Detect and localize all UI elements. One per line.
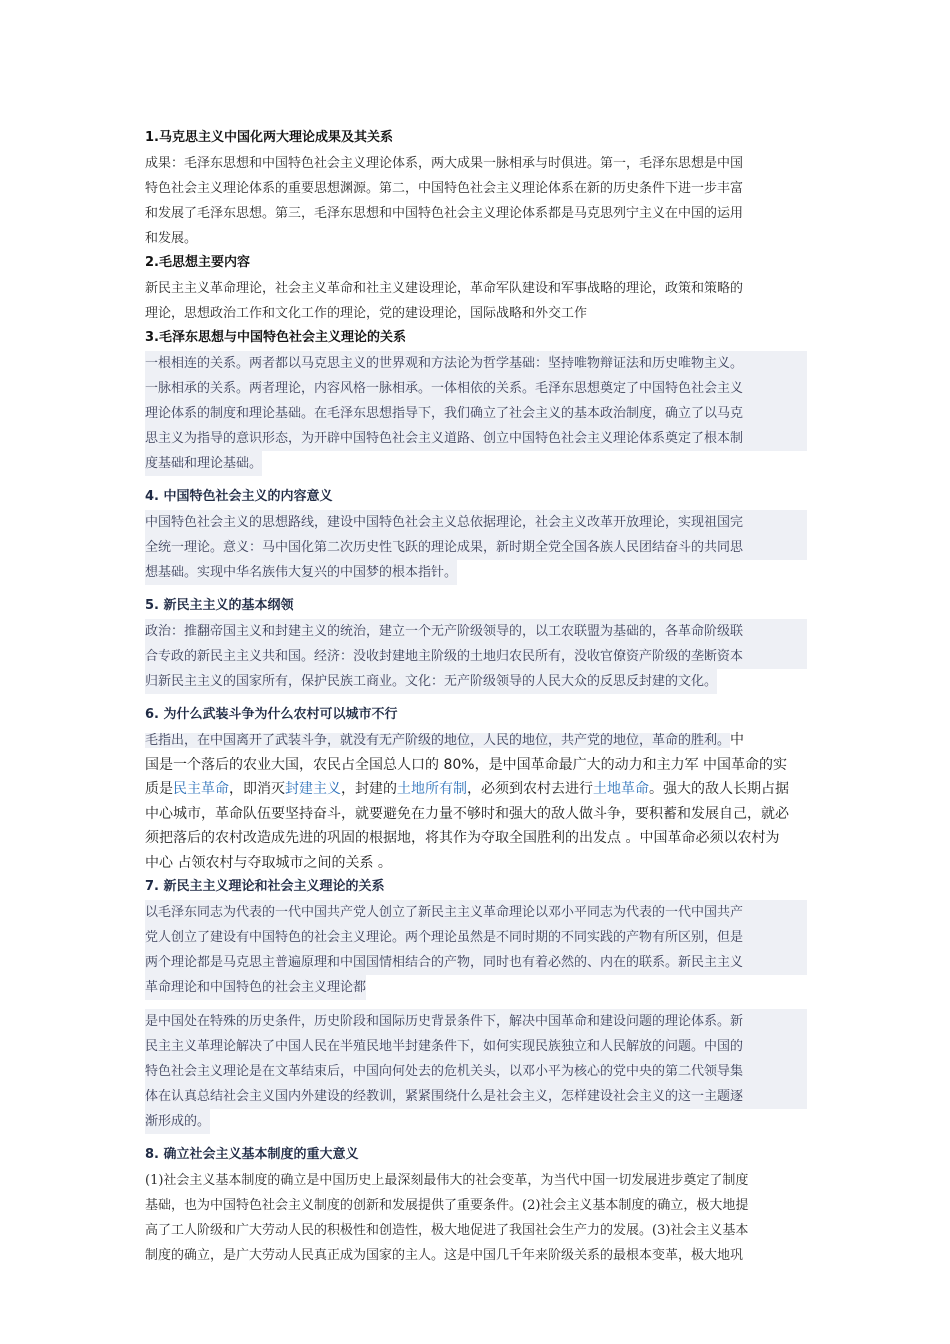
text-line: 新民主主义革命理论，社会主义革命和社主义建设理论，革命军队建设和军事战略的理论，政策和策略的 xyxy=(145,281,744,296)
text-line: 高了工人阶级和广大劳动人民的积极性和创造性，极大地促进了我国社会生产力的发展。(3)社会主义基本 xyxy=(145,1223,749,1238)
text-line: 两个理论都是马克思主普遍原理和中国国情相结合的产物，同时也有着必然的、内在的联系。新民主主义 xyxy=(145,950,807,975)
text-line: 一脉相承的关系。两者理论，内容风格一脉相承。一体相依的关系。毛泽东思想奠定了中国特色社会主义 xyxy=(145,376,807,401)
text-line: 一根相连的关系。两者都以马克思主义的世界观和方法论为哲学基础：坚持唯物辩证法和历史唯物主义。 xyxy=(145,351,807,376)
section-heading: 7. 新民主主义理论和社会主义理论的关系 xyxy=(145,879,385,894)
text-line xyxy=(145,777,807,802)
link-feudalism[interactable]: 封建主义 xyxy=(285,781,341,797)
document-page xyxy=(145,128,807,1270)
section-heading: 3.毛泽东思想与中国特色社会主义理论的关系 xyxy=(145,330,406,345)
section-paragraph xyxy=(145,510,807,594)
text-line: 革命理论和中国特色的社会主义理论都 xyxy=(145,975,366,1000)
text-line: 国是一个落后的农业大国，农民占全国总人口的 80%，是中国革命最广大的动力和主力军 中国革命的实 xyxy=(145,756,788,773)
text-line: 中心城市，革命队伍要坚持奋斗，就要避免在力量不够时和强大的敌人做斗争，要积蓄和发展自己，就必 xyxy=(145,805,789,822)
section-paragraph xyxy=(145,619,807,703)
section-paragraph xyxy=(145,728,807,875)
text-line: 合专政的新民主主义共和国。经济：没收封建地主阶级的土地归农民所有，没收官僚资产阶级的垄断资本 xyxy=(145,644,807,669)
text-fragment: 质是 xyxy=(145,781,173,797)
text-fragment: 中 xyxy=(730,732,745,748)
text-line: 制度的确立，是广大劳动人民真正成为国家的主人。这是中国几千年来阶级关系的最根本变革，极大地巩 xyxy=(145,1248,744,1263)
section-paragraph xyxy=(145,151,807,251)
text-line: 是中国处在特殊的历史条件，历史阶段和国际历史背景条件下，解决中国革命和建设问题的理论体系。新 xyxy=(145,1009,807,1034)
section-paragraph xyxy=(145,351,807,485)
text-line xyxy=(145,728,807,753)
section-heading: 1.马克思主义中国化两大理论成果及其关系 xyxy=(145,130,393,145)
text-fragment: 。强大的敌人长期占据 xyxy=(649,781,789,797)
section-heading: 8. 确立社会主义基本制度的重大意义 xyxy=(145,1147,359,1162)
text-line: 须把落后的农村改造成先进的巩固的根据地，将其作为夺取全国胜利的出发点 。中国革命必须以农村为 xyxy=(145,830,780,846)
text-line: 思主义为指导的意识形态，为开辟中国特色社会主义道路、创立中国特色社会主义理论体系奠定了根本制 xyxy=(145,426,807,451)
link-land-revolution[interactable]: 土地革命 xyxy=(593,781,649,797)
text-line: 理论体系的制度和理论基础。在毛泽东思想指导下，我们确立了社会主义的基本政治制度，确立了以马克 xyxy=(145,401,807,426)
section-heading: 2.毛思想主要内容 xyxy=(145,255,250,270)
text-line: 归新民主主义的国家所有，保护民族工商业。文化：无产阶级领导的人民大众的反思反封建的文化。 xyxy=(145,669,717,694)
section-heading: 6. 为什么武装斗争为什么农村可以城市不行 xyxy=(145,707,398,722)
text-line: 中心 占领农村与夺取城市之间的关系 。 xyxy=(145,854,392,871)
section-heading: 5. 新民主主义的基本纲领 xyxy=(145,598,294,613)
text-line: 全统一理论。意义：马中国化第二次历史性飞跃的理论成果，新时期全党全国各族人民团结奋斗的共同思 xyxy=(145,535,807,560)
text-line: 想基础。实现中华名族伟大复兴的中国梦的根本指针。 xyxy=(145,560,457,585)
text-line: 特色社会主义理论体系的重要思想渊源。第二，中国特色社会主义理论体系在新的历史条件下进一步丰富 xyxy=(145,181,744,196)
text-line: 民主主义革理论解决了中国人民在半殖民地半封建条件下，如何实现民族独立和人民解放的问题。中国的 xyxy=(145,1034,807,1059)
section-paragraph xyxy=(145,276,807,326)
text-line: 特色社会主义理论是在文革结束后，中国向何处去的危机关头，以邓小平为核心的党中央的第二代领导集 xyxy=(145,1059,807,1084)
text-line: 渐形成的。 xyxy=(145,1109,210,1134)
section-paragraph xyxy=(145,900,807,1143)
link-democratic-revolution[interactable]: 民主革命 xyxy=(173,781,229,797)
shaded-text: 毛指出，在中国离开了武装斗争，就没有无产阶级的地位，人民的地位，共产党的地位，革命的胜利。 xyxy=(145,733,731,748)
link-land-ownership[interactable]: 土地所有制 xyxy=(397,781,467,797)
text-line: 度基础和理论基础。 xyxy=(145,451,262,476)
text-line: 党人创立了建设有中国特色的社会主义理论。两个理论虽然是不同时期的不同实践的产物有所区别，但是 xyxy=(145,925,807,950)
text-fragment: ，必须到农村去进行 xyxy=(467,781,593,797)
text-fragment: ，封建的 xyxy=(341,781,397,797)
section-heading: 4. 中国特色社会主义的内容意义 xyxy=(145,489,333,504)
text-line: 和发展。 xyxy=(145,231,198,246)
text-line: 中国特色社会主义的思想路线，建设中国特色社会主义总依据理论，社会主义改革开放理论，实现祖国完 xyxy=(145,510,807,535)
text-line: 以毛泽东同志为代表的一代中国共产党人创立了新民主主义革命理论以邓小平同志为代表的一代中国共产 xyxy=(145,900,807,925)
text-line: 和发展了毛泽东思想。第三，毛泽东思想和中国特色社会主义理论体系都是马克思列宁主义在中国的运用 xyxy=(145,206,744,221)
text-line: 政治：推翻帝国主义和封建主义的统治，建立一个无产阶级领导的，以工农联盟为基础的，各革命阶级联 xyxy=(145,619,807,644)
text-line: (1)社会主义基本制度的确立是中国历史上最深刻最伟大的社会变革，为当代中国一切发展进步奠定了制度 xyxy=(145,1173,749,1188)
section-paragraph xyxy=(145,1168,807,1268)
text-line: 成果：毛泽东思想和中国特色社会主义理论体系，两大成果一脉相承与时俱进。第一，毛泽东思想是中国 xyxy=(145,156,744,171)
text-line: 体在认真总结社会主义国内外建设的经教训，紧紧围绕什么是社会主义，怎样建设社会主义的这一主题逐 xyxy=(145,1084,807,1109)
text-line: 基础，也为中国特色社会主义制度的创新和发展提供了重要条件。(2)社会主义基本制度的确立，极大地提 xyxy=(145,1198,749,1213)
text-fragment: ，即消灭 xyxy=(229,781,285,797)
text-line: 理论，思想政治工作和文化工作的理论，党的建设理论，国际战略和外交工作 xyxy=(145,306,588,321)
